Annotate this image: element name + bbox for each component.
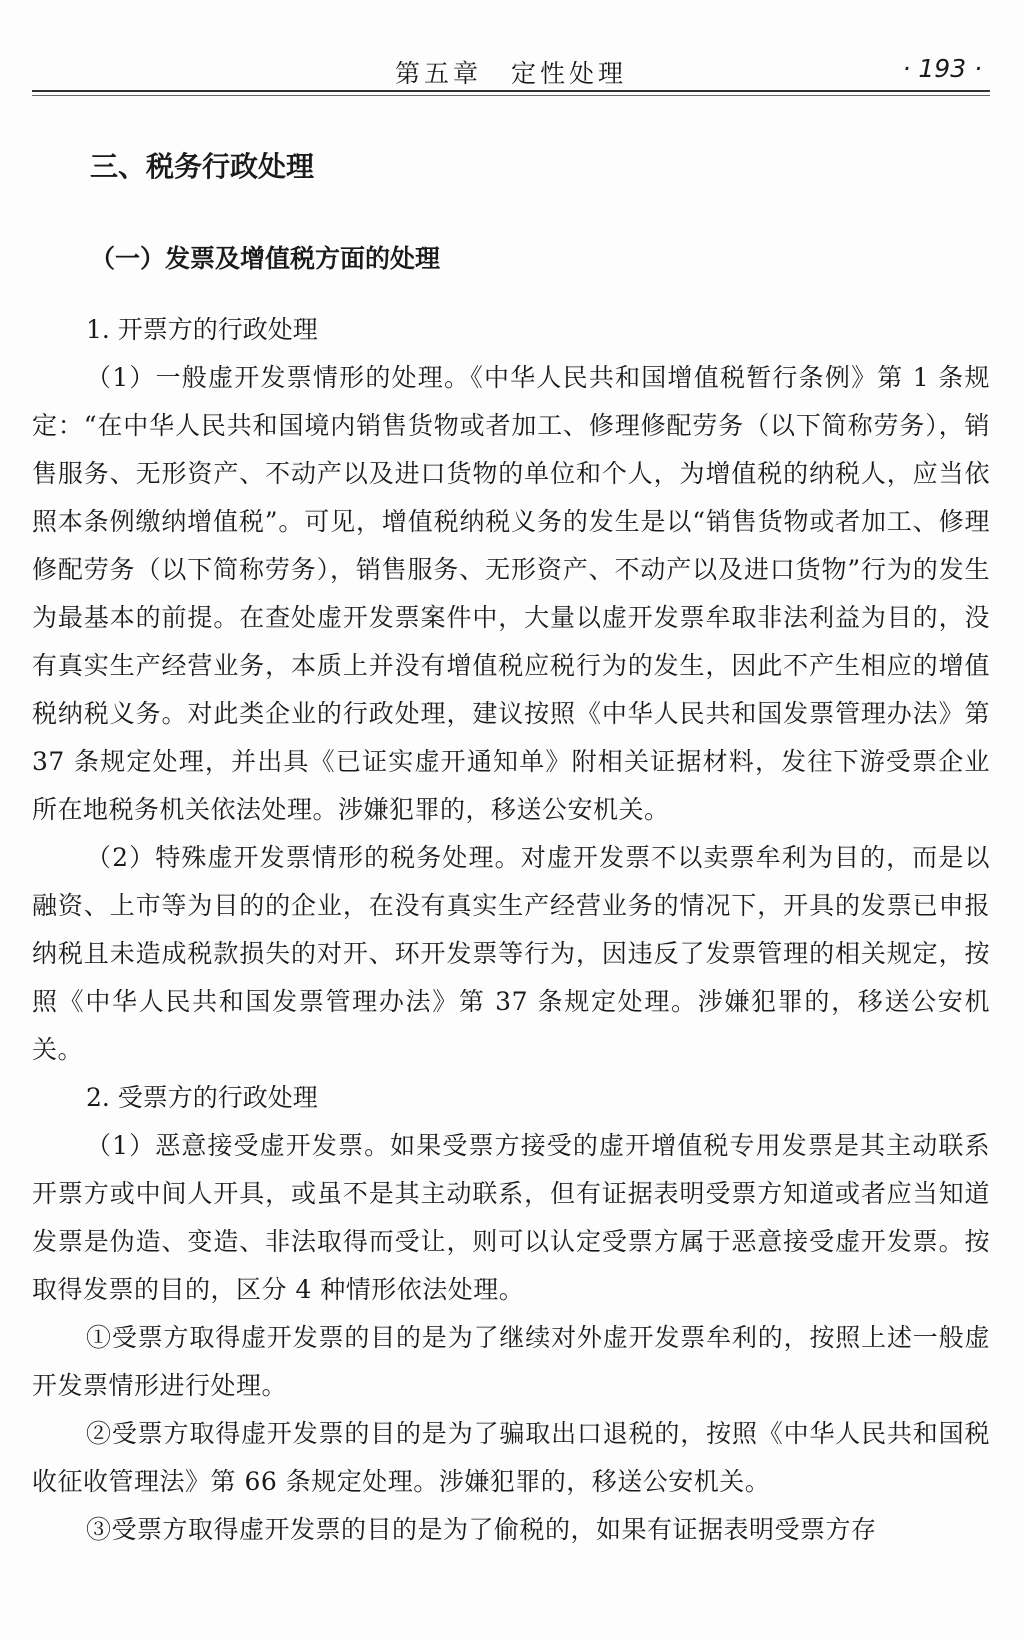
header-rule-thin <box>32 95 990 96</box>
section-title: 三、税务行政处理 <box>90 150 315 183</box>
paragraph-special-false-invoice: （2）特殊虚开发票情形的税务处理。对虚开发票不以卖票牟利为目的，而是以融资、上市等为目的的企业，在没有真实生产经营业务的情况下，开具的发票已申报纳税且未造成税款损失的对开、环开发票等行为，因违反了发票管理的相关规定，按照《中华人民共和国发票管理办法》第 37 条规定处理。涉嫌犯罪的，移送公安机关。 <box>32 843 990 1064</box>
item-heading-issuer: 1. 开票方的行政处理 <box>86 315 318 344</box>
paragraph-case-1: ①受票方取得虚开发票的目的是为了继续对外虚开发票牟利的，按照上述一般虚开发票情形进行处理。 <box>32 1323 990 1400</box>
paragraph-malicious-acceptance: （1）恶意接受虚开发票。如果受票方接受的虚开增值税专用发票是其主动联系开票方或中间人开具，或虽不是其主动联系，但有证据表明受票方知道或者应当知道发票是伪造、变造、非法取得而受让，则可以认定受票方属于恶意接受虚开发票。按取得发票的目的，区分 4 种情形依法处理。 <box>32 1131 990 1304</box>
subsection-title: （一）发票及增值税方面的处理 <box>90 244 441 273</box>
paragraph-case-3: ③受票方取得虚开发票的目的是为了偷税的，如果有证据表明受票方存 <box>86 1515 877 1544</box>
paragraph-general-false-invoice: （1）一般虚开发票情形的处理。《中华人民共和国增值税暂行条例》第 1 条规定：“在中华人民共和国境内销售货物或者加工、修理修配劳务（以下简称劳务），销售服务、无形资产、不动产以及进口货物的单位和个人，为增值税的纳税人，应当依照本条例缴纳增值税”。可见，增值税纳税义务的发生是以“销售货物或者加工、修理修配劳务（以下简称劳务），销售服务、无形资产、不动产以及进口货物”行为的发生为最基本的前提。在查处虚开发票案件中，大量以虚开发票牟取非法利益为目的，没有真实生产经营业务，本质上并没有增值税应税行为的发生，因此不产生相应的增值税纳税义务。对此类企业的行政处理，建议按照《中华人民共和国发票管理办法》第 37 条规定处理，并出具《已证实虚开通知单》附相关证据材料，发往下游受票企业所在地税务机关依法处理。涉嫌犯罪的，移送公安机关。 <box>32 363 990 824</box>
page-number: · 193 · <box>902 54 982 83</box>
chapter-title: 第五章 定性处理 <box>394 59 627 88</box>
page-body <box>32 140 990 1554</box>
running-header <box>32 46 990 92</box>
item-heading-recipient: 2. 受票方的行政处理 <box>86 1083 318 1112</box>
header-rule <box>32 90 990 92</box>
paragraph-case-2: ②受票方取得虚开发票的目的是为了骗取出口退税的，按照《中华人民共和国税收征收管理法》第 66 条规定处理。涉嫌犯罪的，移送公安机关。 <box>32 1419 990 1496</box>
